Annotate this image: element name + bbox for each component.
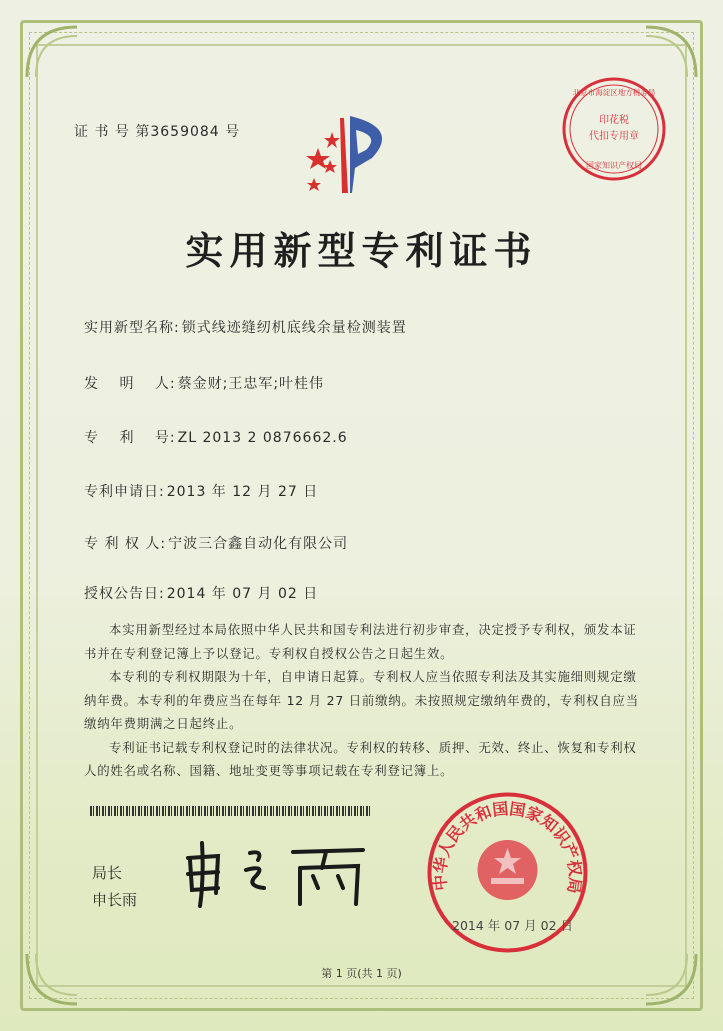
field-value: 锁式线迹缝纫机底线余量检测装置 — [181, 320, 407, 336]
corner-ornament-icon — [641, 22, 701, 82]
patent-office-emblem-icon — [300, 108, 410, 198]
field-utility-model-name — [84, 317, 407, 337]
seal-line: 印花税 — [599, 115, 629, 126]
field-patent-number — [84, 427, 348, 447]
field-value: 2013 年 12 月 27 日 — [166, 484, 319, 500]
page-number: 第 1 页(共 1 页) — [321, 967, 402, 980]
field-value: 宁波三合鑫自动化有限公司 — [168, 536, 349, 552]
field-label: 专 利 号: — [84, 430, 176, 446]
certificate-number: 证 书 号 第3659084 号 — [74, 124, 241, 140]
director-title: 局长 — [92, 864, 123, 882]
field-inventors — [84, 373, 324, 393]
field-value: 蔡金财;王忠军;叶桂伟 — [177, 376, 325, 392]
body-paragraph: 本实用新型经过本局依照中华人民共和国专利法进行初步审查，决定授予专利权，颁发本证书并在专利登记簿上予以登记。专利权自授权公告之日起生效。 — [84, 622, 637, 661]
seal-line: 代扣专用章 — [589, 131, 639, 142]
field-value: ZL 2013 2 0876662.6 — [177, 430, 348, 446]
corner-ornament-icon — [22, 22, 82, 82]
field-label: 专利申请日: — [84, 484, 165, 500]
seal-bottom-text: 国家知识产权局 — [586, 161, 642, 170]
field-grant-date — [84, 583, 318, 603]
director-signature — [178, 838, 378, 908]
field-label: 实用新型名称: — [84, 320, 180, 336]
certificate-title: 实用新型专利证书 — [185, 229, 538, 273]
director-name: 申长雨 — [92, 891, 138, 909]
seal-date: 2014 年 07 月 02 日 — [452, 918, 573, 933]
field-label: 授权公告日: — [84, 586, 165, 602]
tax-stamp-seal — [560, 75, 668, 183]
body-paragraph: 专利证书记载专利权登记时的法律状况。专利权的转移、质押、无效、终止、恢复和专利权人的姓名或名称、国籍、地址变更等事项记载在专利登记簿上。 — [84, 739, 637, 778]
seal-outer-text-path: 中华人民共和国国家知识产权局 — [430, 799, 585, 895]
barcode — [90, 806, 372, 816]
body-paragraph: 本专利的专利权期限为十年，自申请日起算。专利权人应当依照专利法及其实施细则规定缴纳年费。本专利的年费应当在每年 12 月 27 日前缴纳。未按照规定缴纳年费的，专利权自应当缴纳年费期满之日起终止。 — [84, 669, 639, 731]
field-value: 2014 年 07 月 02 日 — [166, 586, 319, 602]
field-application-date — [84, 481, 318, 501]
certificate-body — [84, 618, 640, 783]
seal-outer-text: 北京市海淀区地方税务局 — [572, 88, 656, 97]
field-patentee — [84, 533, 348, 553]
field-label: 专 利 权 人: — [84, 536, 167, 552]
field-label: 发 明 人: — [84, 376, 176, 392]
